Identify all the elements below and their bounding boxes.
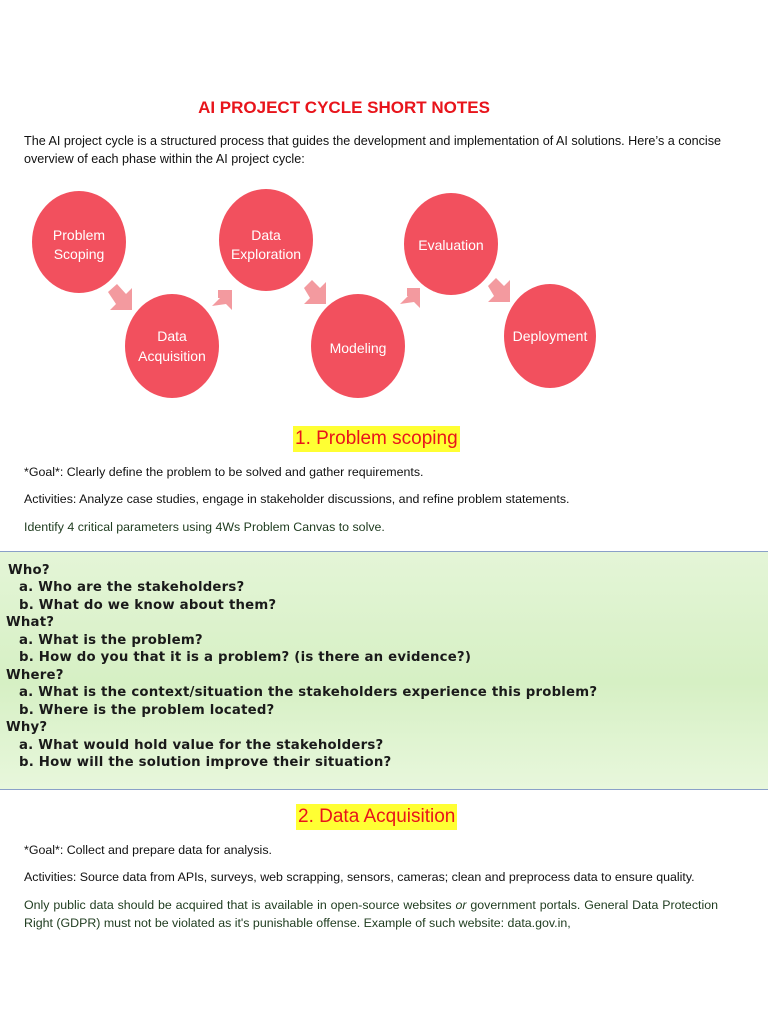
canvas-why-a: a. What would hold value for the stakeholders? — [19, 738, 384, 753]
stage-label-deployment: Deployment — [512, 328, 588, 344]
stage-label-evaluation: Evaluation — [418, 237, 484, 253]
4ws-problem-canvas — [0, 551, 768, 790]
problem-scoping-identify: Identify 4 critical parameters using 4Ws Problem Canvas to solve. — [24, 520, 385, 534]
page-title: AI PROJECT CYCLE SHORT NOTES — [198, 98, 490, 117]
gdpr-text-part2: government portals. General Data Protection Right (GDPR) must not be violated as it's punishable offense. Example of such website: data.gov.in, — [24, 898, 718, 930]
canvas-who-a: a. Who are the stakeholders? — [19, 580, 245, 595]
ai-project-cycle-diagram — [0, 180, 768, 410]
stage-circle-data-acquisition — [125, 294, 219, 398]
data-acquisition-activities: Activities: Source data from APIs, surveys, web scrapping, sensors, cameras; clean and preprocess data to ensure quality. — [24, 870, 695, 884]
intro-paragraph: The AI project cycle is a structured process that guides the development and implementation of AI solutions. Here’s a concise overview of each phase within the AI project cycle: — [24, 134, 721, 166]
section-heading-problem-scoping: 1. Problem scoping — [293, 426, 460, 452]
canvas-why: Why? — [6, 720, 48, 735]
stage-label-data-1: Data — [157, 328, 187, 344]
stage-label-scoping: Scoping — [53, 246, 105, 262]
gdpr-text-or: or — [455, 898, 467, 912]
canvas-why-b: b. How will the solution improve their situation? — [19, 755, 392, 770]
stage-label-problem: Problem — [52, 227, 106, 243]
stage-label-data-2: Data — [251, 227, 281, 243]
stage-label-exploration: Exploration — [230, 246, 302, 262]
stage-label-modeling: Modeling — [329, 340, 387, 356]
gdpr-text-part1: Only public data should be acquired that is available in open-source websites — [24, 898, 456, 912]
stage-label-acquisition: Acquisition — [138, 348, 206, 364]
problem-scoping-activities: Activities: Analyze case studies, engage in stakeholder discussions, and refine problem statements. — [24, 492, 570, 506]
problem-scoping-goal: *Goal*: Clearly define the problem to be solved and gather requirements. — [24, 465, 424, 479]
arrow-5 — [488, 278, 510, 302]
arrow-3 — [304, 280, 326, 304]
arrow-2 — [212, 290, 232, 310]
arrow-4 — [400, 288, 420, 308]
canvas-what: What? — [6, 615, 55, 630]
section-heading-data-acquisition: 2. Data Acquisition — [296, 804, 457, 830]
data-acquisition-gdpr-note — [24, 896, 718, 932]
canvas-who: Who? — [8, 563, 50, 578]
canvas-who-b: b. What do we know about them? — [19, 598, 277, 613]
canvas-where: Where? — [6, 668, 64, 683]
canvas-where-b: b. Where is the problem located? — [19, 703, 275, 718]
canvas-where-a: a. What is the context/situation the stakeholders experience this problem? — [19, 685, 598, 700]
canvas-what-b: b. How do you that it is a problem? (is there an evidence?) — [19, 650, 472, 665]
data-acquisition-goal: *Goal*: Collect and prepare data for analysis. — [24, 843, 272, 857]
canvas-what-a: a. What is the problem? — [19, 633, 203, 648]
arrow-1 — [108, 284, 132, 310]
